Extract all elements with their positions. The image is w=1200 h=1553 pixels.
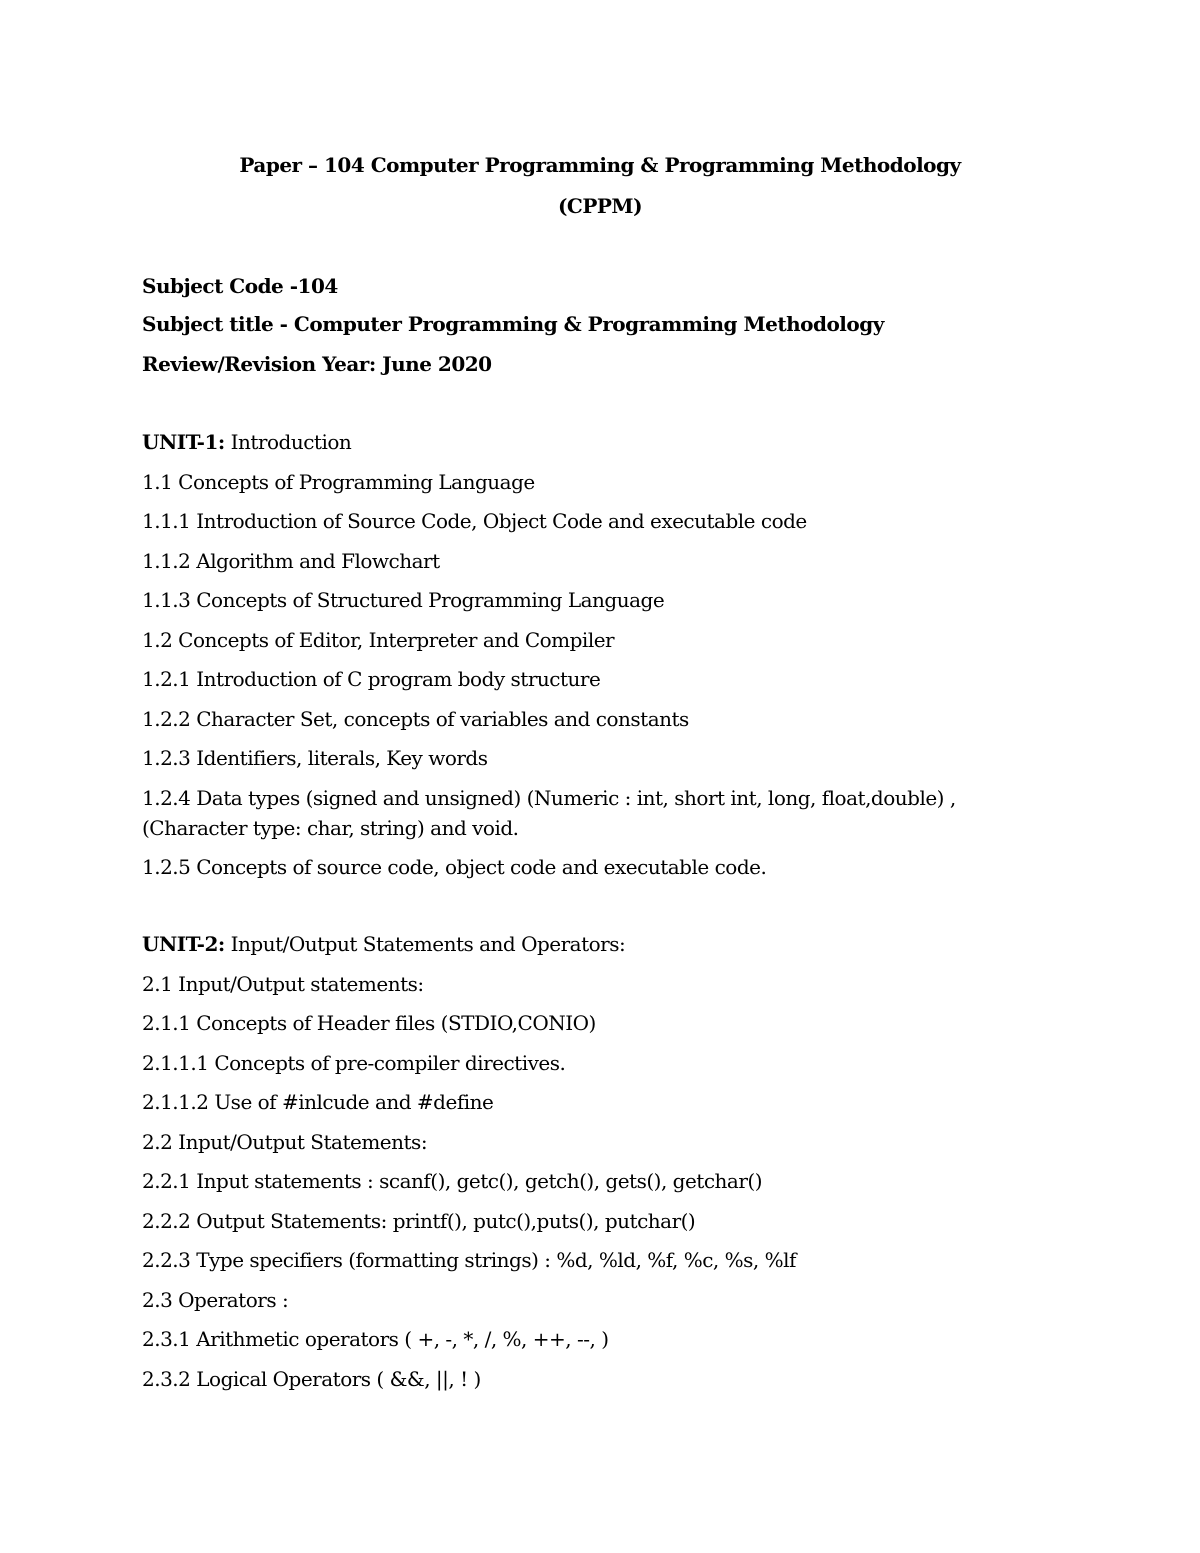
unit2-title: Input/Output Statements and Operators: — [224, 932, 626, 956]
subject-code: Subject Code -104 — [142, 274, 338, 298]
unit1-heading — [142, 427, 1062, 457]
document-title: Paper – 104 Computer Programming & Programming Methodology — [239, 153, 961, 177]
list-item: 2.1.1.1 Concepts of pre-compiler directives. — [142, 1051, 566, 1075]
list-item: 2.2.1 Input statements : scanf(), getc(), getch(), gets(), getchar() — [142, 1169, 763, 1193]
list-item: 1.2.1 Introduction of C program body structure — [142, 667, 601, 691]
list-item: 2.1.1.2 Use of #inlcude and #define — [142, 1090, 494, 1114]
list-item: 1.1.1 Introduction of Source Code, Object Code and executable code — [142, 509, 807, 533]
list-item: 1.1.2 Algorithm and Flowchart — [142, 549, 440, 573]
unit2-label: UNIT-2: — [142, 932, 225, 956]
list-item: 1.2.4 Data types (signed and unsigned) (Numeric : int, short int, long, float,double) , (Character type: char, string) and void. — [142, 786, 956, 840]
list-item: 2.3.2 Logical Operators ( &&, ||, ! ) — [142, 1367, 481, 1391]
list-item: 2.1 Input/Output statements: — [142, 972, 424, 996]
list-item: 2.3 Operators : — [142, 1288, 289, 1312]
list-item: 1.2 Concepts of Editor, Interpreter and Compiler — [142, 628, 615, 652]
list-item: 2.1.1 Concepts of Header files (STDIO,CONIO) — [142, 1011, 596, 1035]
list-item: 1.1 Concepts of Programming Language — [142, 470, 535, 494]
document-subtitle: (CPPM) — [557, 194, 643, 218]
list-item: 2.3.1 Arithmetic operators ( +, -, *, /, %, ++, --, ) — [142, 1327, 609, 1351]
unit1-title: Introduction — [224, 430, 352, 454]
revision-year: Review/Revision Year: June 2020 — [142, 352, 492, 376]
list-item: 2.2 Input/Output Statements: — [142, 1130, 428, 1154]
list-item: 2.2.3 Type specifiers (formatting strings) : %d, %ld, %f, %c, %s, %lf — [142, 1248, 796, 1272]
unit2-heading — [142, 929, 1062, 959]
list-item: 1.2.5 Concepts of source code, object code and executable code. — [142, 855, 767, 879]
list-item: 1.2.2 Character Set, concepts of variables and constants — [142, 707, 689, 731]
list-item: 1.2.3 Identifiers, literals, Key words — [142, 746, 488, 770]
list-item: 2.2.2 Output Statements: printf(), putc(),puts(), putchar() — [142, 1209, 696, 1233]
unit1-label: UNIT-1: — [142, 430, 225, 454]
list-item: 1.1.3 Concepts of Structured Programming Language — [142, 588, 665, 612]
subject-title: Subject title - Computer Programming & Programming Methodology — [142, 312, 884, 336]
